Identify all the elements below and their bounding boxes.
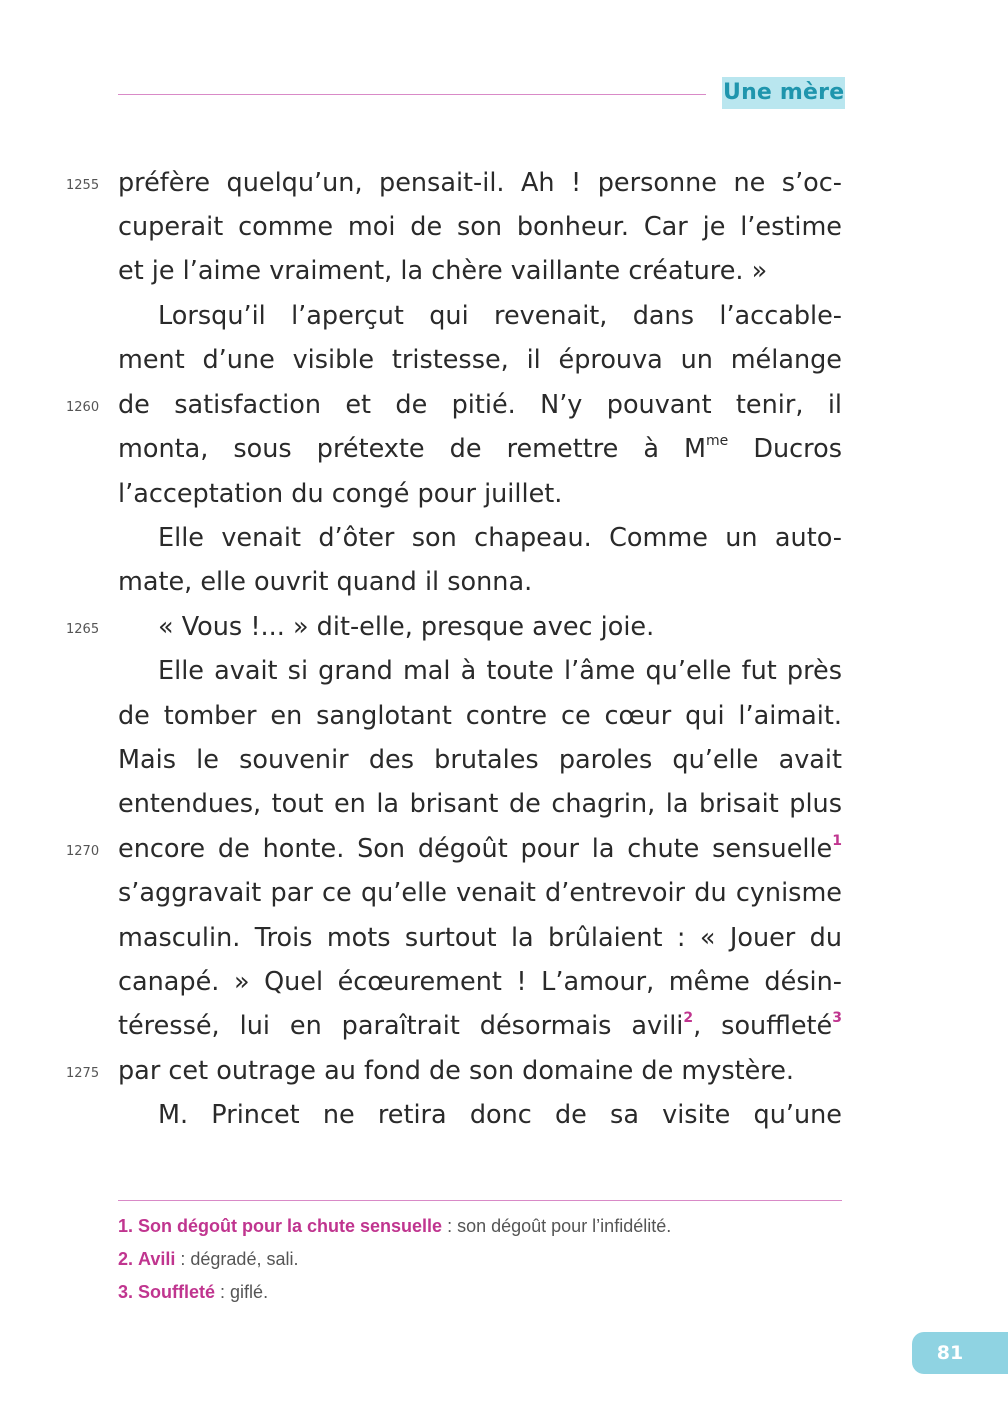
text-line: Lorsqu’il l’aperçut qui revenait, dans l’accable- — [158, 301, 842, 331]
text-segment: , souffleté — [693, 1011, 833, 1041]
footnote-definition: : giflé. — [215, 1282, 269, 1302]
footnote-definition: : dégradé, sali. — [175, 1249, 299, 1269]
text-line: masculin. Trois mots surtout la brûlaient : « Jouer du — [118, 923, 842, 953]
footnote-number: 1. — [118, 1216, 134, 1236]
footnote-marker[interactable]: 2 — [683, 1010, 694, 1026]
text-line: par cet outrage au fond de son domaine de mystère. — [118, 1056, 795, 1086]
text-line — [118, 1004, 842, 1048]
text-line: de tomber en sanglotant contre ce cœur qui l’aimait. — [118, 701, 842, 731]
text-line: ment d’une visible tristesse, il éprouva un mélange — [118, 345, 842, 375]
footnote — [118, 1244, 842, 1274]
line-number: 1275 — [66, 1066, 100, 1081]
header-rule — [118, 94, 706, 95]
text-line: M. Princet ne retira donc de sa visite qu’une — [158, 1100, 842, 1130]
footnote-definition: : son dégoût pour l’infidélité. — [442, 1216, 672, 1236]
text-line — [118, 427, 842, 471]
text-segment: monta, sous prétexte de remettre à M — [118, 434, 707, 464]
footnote-term: Avili — [138, 1249, 176, 1269]
text-line: préfère quelqu’un, pensait-il. Ah ! personne ne s’oc- — [118, 168, 842, 198]
line-number: 1255 — [66, 178, 100, 193]
footnote-marker[interactable]: 1 — [832, 833, 842, 849]
footnote-term: Son dégoût pour la chute sensuelle — [138, 1216, 443, 1236]
text-line: Elle venait d’ôter son chapeau. Comme un auto- — [158, 523, 842, 553]
footnote — [118, 1277, 842, 1307]
text-line: Elle avait si grand mal à toute l’âme qu’elle fut près — [158, 656, 842, 686]
text-line: mate, elle ouvrit quand il sonna. — [118, 567, 533, 597]
text-line — [118, 827, 842, 871]
line-number: 1265 — [66, 622, 100, 637]
text-line: « Vous !... » dit-elle, presque avec joie. — [158, 612, 655, 642]
footnote-marker[interactable]: 3 — [832, 1010, 842, 1026]
text-line: s’aggravait par ce qu’elle venait d’entrevoir du cynisme — [118, 878, 842, 908]
text-line: Mais le souvenir des brutales paroles qu’elle avait — [118, 745, 842, 775]
text-line: cuperait comme moi de son bonheur. Car je l’estime — [118, 212, 842, 242]
text-line: canapé. » Quel écœurement ! L’amour, même désin- — [118, 967, 842, 997]
line-number: 1270 — [66, 844, 100, 859]
page-number: 81 — [936, 1342, 964, 1364]
footnote-number: 3. — [118, 1282, 134, 1302]
text-line: entendues, tout en la brisant de chagrin, la brisait plus — [118, 789, 842, 819]
footnote-number: 2. — [118, 1249, 134, 1269]
line-number: 1260 — [66, 400, 100, 415]
text-segment: Ducros — [728, 434, 842, 464]
text-line: l’acceptation du congé pour juillet. — [118, 479, 563, 509]
text-segment: téressé, lui en paraîtrait désormais avili — [118, 1011, 684, 1041]
text-line: et je l’aime vraiment, la chère vaillante créature. » — [118, 256, 768, 286]
text-segment: encore de honte. Son dégoût pour la chute sensuelle — [118, 834, 833, 864]
abbreviation-superscript: me — [706, 433, 729, 449]
footnote — [118, 1211, 842, 1241]
footnote-rule — [118, 1200, 842, 1201]
text-line: de satisfaction et de pitié. N’y pouvant tenir, il — [118, 390, 842, 420]
running-header-title: Une mère — [722, 77, 845, 109]
footnote-term: Souffleté — [138, 1282, 216, 1302]
